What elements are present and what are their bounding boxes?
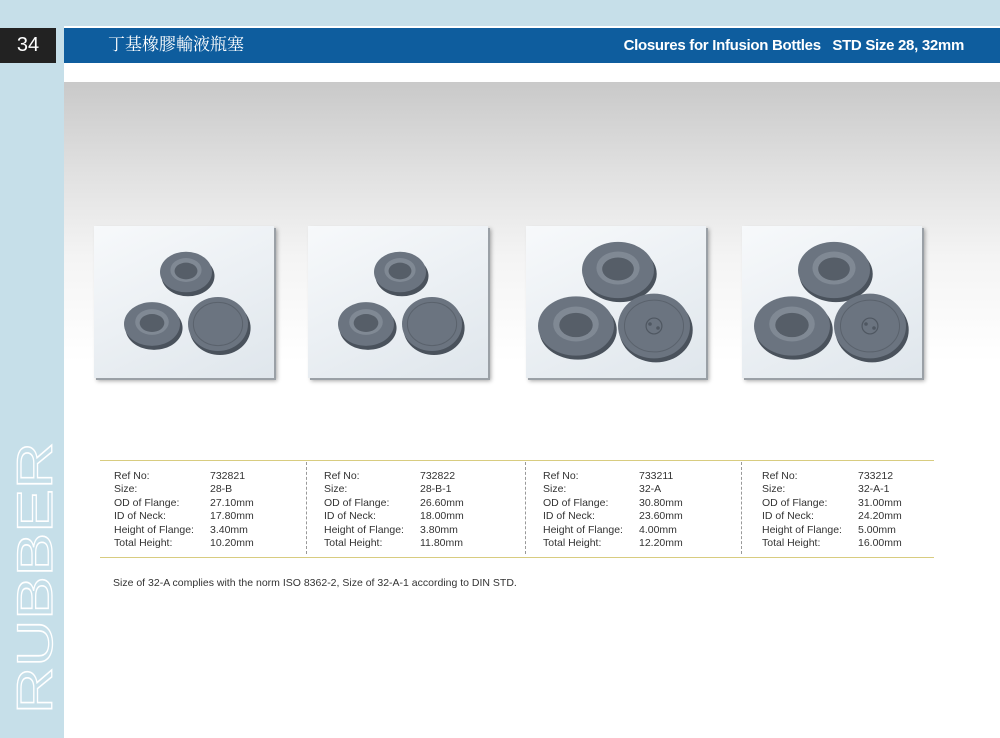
spec-label: Total Height: [324, 536, 383, 549]
spec-label: Total Height: [543, 536, 602, 549]
spec-label: Height of Flange: [762, 523, 842, 536]
stopper-top-view [338, 302, 397, 350]
spec-value: 4.00mm [639, 523, 677, 536]
spec-label: Height of Flange: [543, 523, 623, 536]
spec-value: 28-B [210, 483, 233, 496]
spec-label: OD of Flange: [114, 496, 180, 509]
spec-separator [306, 462, 307, 554]
side-text-rubber: RUBBER [7, 505, 63, 714]
product-photo-32-A [526, 226, 706, 378]
spec-label: ID of Neck: [762, 510, 814, 523]
stopper-bottom-view [188, 297, 251, 355]
spec-value: 3.40mm [210, 523, 248, 536]
product-photo-28-B [94, 226, 274, 378]
spec-label: Ref No: [543, 470, 579, 482]
title-en-text: Closures for Infusion Bottles [623, 37, 821, 54]
spec-value: 32-A-1 [858, 483, 890, 496]
side-vertical-text [7, 440, 63, 716]
spec-label: ID of Neck: [543, 510, 595, 523]
spec-value: 31.00mm [858, 496, 902, 509]
spec-value: 5.00mm [858, 523, 896, 536]
spec-value: 10.20mm [210, 536, 254, 549]
spec-bottom-rule [100, 557, 934, 558]
spec-label: Height of Flange: [114, 523, 194, 536]
compliance-note: Size of 32-A complies with the norm ISO 8362-2, Size of 32-A-1 according to DIN STD. [113, 577, 517, 589]
spec-value: 732822 [420, 470, 456, 482]
spec-label: Total Height: [762, 536, 821, 549]
spec-block-732821 [114, 470, 254, 550]
spec-value: 16.00mm [858, 536, 902, 549]
spec-label: Ref No: [762, 470, 798, 482]
spec-label: Size: [114, 483, 138, 496]
spec-value: 26.60mm [420, 496, 464, 509]
spec-separator [525, 462, 526, 554]
spec-label: ID of Neck: [114, 510, 166, 523]
product-photo-32-A-1 [742, 226, 922, 378]
stopper-top-view [124, 302, 183, 350]
spec-top-rule [100, 460, 934, 461]
stopper-bottom-view [834, 294, 909, 363]
spec-value: 733212 [858, 470, 894, 482]
stopper-top-view [374, 252, 429, 297]
spec-value: 32-A [639, 483, 662, 496]
spec-label: Size: [762, 483, 786, 496]
page-number: 34 [0, 28, 56, 63]
std-size-text: STD Size 28, 32mm [832, 37, 964, 54]
spec-value: 733211 [639, 470, 674, 482]
spec-value: 12.20mm [639, 536, 683, 549]
stopper-bottom-view [402, 297, 465, 355]
spec-label: Height of Flange: [324, 523, 404, 536]
spec-value: 18.00mm [420, 510, 464, 523]
stopper-top-view [582, 242, 657, 302]
stopper-top-view [798, 242, 873, 302]
spec-value: 732821 [210, 470, 246, 482]
stopper-top-view [538, 296, 617, 359]
page-title-english [624, 28, 964, 63]
spec-label: OD of Flange: [543, 496, 609, 509]
spec-label: Size: [324, 483, 348, 496]
spec-value: 28-B-1 [420, 483, 452, 496]
spec-block-733211 [543, 470, 683, 550]
spec-label: Ref No: [114, 470, 150, 482]
spec-value: 3.80mm [420, 523, 458, 536]
spec-separator [741, 462, 742, 554]
top-strip [0, 0, 1000, 26]
page-title-chinese: 丁基橡膠輸液瓶塞 [108, 35, 244, 55]
spec-value: 24.20mm [858, 510, 902, 523]
spec-label: ID of Neck: [324, 510, 376, 523]
spec-label: OD of Flange: [762, 496, 828, 509]
stopper-top-view [754, 296, 833, 359]
spec-label: Size: [543, 483, 567, 496]
spec-label: Ref No: [324, 470, 360, 482]
spec-value: 17.80mm [210, 510, 254, 523]
spec-value: 27.10mm [210, 496, 254, 509]
spec-label: Total Height: [114, 536, 173, 549]
stopper-top-view [160, 252, 215, 297]
spec-value: 30.80mm [639, 496, 683, 509]
spec-value: 23.60mm [639, 510, 683, 523]
spec-value: 11.80mm [420, 536, 463, 549]
spec-block-733212 [762, 470, 902, 550]
header-bar [64, 28, 1000, 63]
spec-label: OD of Flange: [324, 496, 390, 509]
spec-block-732822 [324, 470, 464, 550]
product-photo-28-B-1 [308, 226, 488, 378]
stopper-bottom-view [618, 294, 693, 363]
